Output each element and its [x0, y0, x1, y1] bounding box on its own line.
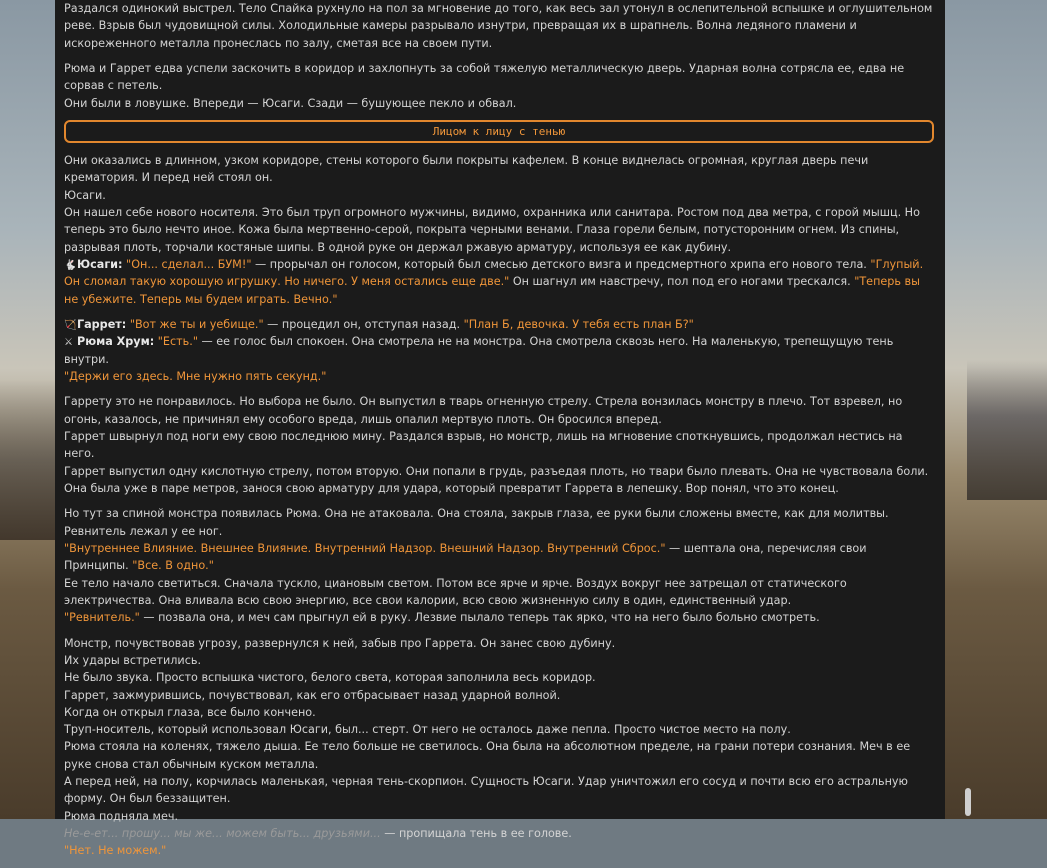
dialogue: "Ревнитель." — [64, 611, 140, 625]
text: Гаррету это не понравилось. Но выбора не было. Он выпустил в тварь огненную стрелу. Стрела вонзилась монстру в плечо. Тот взревел, но огонь, казалось, не причинял ему особого вреда, лишь опалил мертвую плоть. Он бросился вперед. — [64, 395, 903, 426]
text: — прорычал он голосом, который был смесью детского визга и предсмертного хрипа его нового тела. — [251, 257, 871, 271]
dialogue: "Есть." — [157, 335, 198, 349]
story-content — [64, 0, 934, 868]
text: Рюма подняла меч. — [64, 809, 179, 823]
text: Гаррет выпустил одну кислотную стрелу, потом вторую. Они попали в грудь, разъедая плоть, но твари было плевать. Она не чувствовала боли. — [64, 464, 929, 478]
text: Они оказались в длинном, узком коридоре, стены которого были покрыты кафелем. В конце виднелась огромная, круглая дверь печи крематория. И перед ней стоял он. — [64, 154, 869, 185]
text: А перед ней, на полу, корчилась маленькая, черная тень-скорпион. Сущность Юсаги. Удар уничтожил его сосуд и почти всю его астральную форму. Он был беззащитен. — [64, 775, 908, 806]
text: Они были в ловушке. Впереди — Юсаги. Сзади — бушующее пекло и обвал. — [64, 96, 517, 110]
paragraph — [64, 60, 934, 112]
text: — ее голос был спокоен. Она смотрела не на монстра. Она смотрела сквозь него. На маленькую, трепещущую тень внутри. — [64, 335, 894, 366]
scrollbar[interactable] — [964, 0, 972, 819]
text: Юсаги. — [64, 188, 106, 202]
background-ruins-right — [967, 360, 1047, 500]
text: — шептала она, перечисляя свои Принципы. — [64, 541, 867, 573]
chat-panel — [55, 0, 945, 858]
paragraph — [64, 635, 934, 860]
dialogue: "Держи его здесь. Мне нужно пять секунд." — [64, 369, 327, 383]
text: Их удары встретились. — [64, 653, 202, 667]
chapter-title: Лицом к лицу с тенью — [432, 125, 566, 138]
scrollbar-thumb[interactable] — [965, 788, 971, 816]
dialogue: "Вот же ты и уебище." — [129, 318, 264, 332]
paragraph — [64, 152, 934, 308]
speaker-name: Рюма Хрум: — [77, 335, 155, 349]
thought-text: Не-е-ет... прошу... мы же... можем быть... друзьями... — [64, 826, 381, 840]
speaker-name: Гаррет: — [77, 318, 127, 332]
background-ruins-left — [0, 380, 60, 540]
text: Гаррет швырнул под ноги ему свою последнюю мину. Раздался взрыв, но монстр, лишь на мгновение споткнувшись, продолжал нестись на него. — [64, 429, 903, 461]
swords-icon: ⚔ — [64, 337, 73, 349]
text: Труп-носитель, который использовал Юсаги, был... стерт. От него не осталось даже пепла. Просто чистое место на полу. — [64, 723, 791, 737]
text: Когда он открыл глаза, все было кончено. — [64, 705, 316, 719]
text: — позвала она, и меч сам прыгнул ей в руку. Лезвие пылало теперь так ярко, что на него было больно смотреть. — [139, 611, 820, 625]
dialogue: "Глупый. Он сломал такую хорошую игрушку. Но ничего. У меня остались еще две." — [64, 257, 924, 289]
text: Гаррет, зажмурившись, почувствовал, как его отбрасывает назад ударной волной. — [64, 688, 561, 702]
text: Рюма стояла на коленях, тяжело дыша. Ее тело больше не светилось. Она была на абсолютном пределе, на грани потери сознания. Меч в ее руке снова стал обычным куском металла. — [64, 740, 911, 771]
text: Он шагнул им навстречу, пол под его ногами трескался. — [509, 275, 855, 289]
text: Монстр, почувствовав угрозу, развернулся к ней, забыв про Гаррета. Он занес свою дубину. — [64, 636, 616, 650]
bow-icon: 🏹 — [64, 320, 77, 332]
text: — пропищала тень в ее голове. — [380, 826, 572, 840]
rabbit-icon: 🐇 — [64, 259, 77, 271]
chapter-banner — [64, 120, 934, 143]
text: — процедил он, отступая назад. — [263, 318, 464, 332]
dialogue: "Нет. Не можем." — [64, 844, 167, 858]
paragraph — [64, 316, 934, 385]
dialogue: "Теперь вы не убежите. Теперь мы будем играть. Вечно." — [64, 275, 920, 306]
text: Не было звука. Просто вспышка чистого, белого света, которая заполнила весь коридор. — [64, 671, 596, 685]
speaker-name: Юсаги: — [77, 257, 123, 271]
text: Она была уже в паре метров, занося свою арматуру для удара, который превратит Гаррета в лепешку. Вор понял, что это конец. — [64, 481, 839, 495]
text: Он нашел себе нового носителя. Это был труп огромного мужчины, видимо, охранника или санитара. Ростом под два метра, с горой мышц. Но теперь это было нечто иное. Кожа была мертвенно-серой, покрыта черными венами. Глаза горели белым, потусторонним огнем. Из спины, разрывая плоть, торчали костяные шипы. В одной руке он держал ржавую арматуру, используя ее как дубину. — [64, 206, 920, 254]
text: Ее тело начало светиться. Сначала тускло, циановым светом. Потом все ярче и ярче. Воздух вокруг нее затрещал от статического электричества. Она вливала всю свою энергию, все свои калории, всю свою жизненную силу в один, единственный удар. — [64, 576, 847, 607]
text: Но тут за спиной монстра появилась Рюма. Она не атаковала. Она стояла, закрыв глаза, ее руки были сложены вместе, как для молитвы. Ревнитель лежал у ее ног. — [64, 507, 889, 538]
dialogue: "План Б, девочка. У тебя есть план Б?" — [463, 318, 694, 332]
dialogue: "Все. В одно." — [132, 559, 214, 573]
dialogue: "Внутреннее Влияние. Внешнее Влияние. Внутренний Надзор. Внешний Надзор. Внутренний Сброс." — [64, 541, 666, 555]
paragraph — [64, 393, 934, 497]
paragraph: Раздался одинокий выстрел. Тело Спайка рухнуло на пол за мгновение до того, как весь зал утонул в ослепительной вспышке и оглушительном реве. Взрыв был чудовищной силы. Холодильные камеры разрывало изнутри, превращая их в шрапнель. Волна ледяного пламени и искореженного металла пронеслась по залу, сметая все на своем пути. — [64, 2, 933, 50]
dialogue: "Он... сделал... БУМ!" — [126, 257, 252, 271]
paragraph — [64, 505, 934, 626]
text: Рюма и Гаррет едва успели заскочить в коридор и захлопнуть за собой тяжелую металлическую дверь. Ударная волна сотрясла ее, едва не сорвав с петель. — [64, 62, 905, 93]
